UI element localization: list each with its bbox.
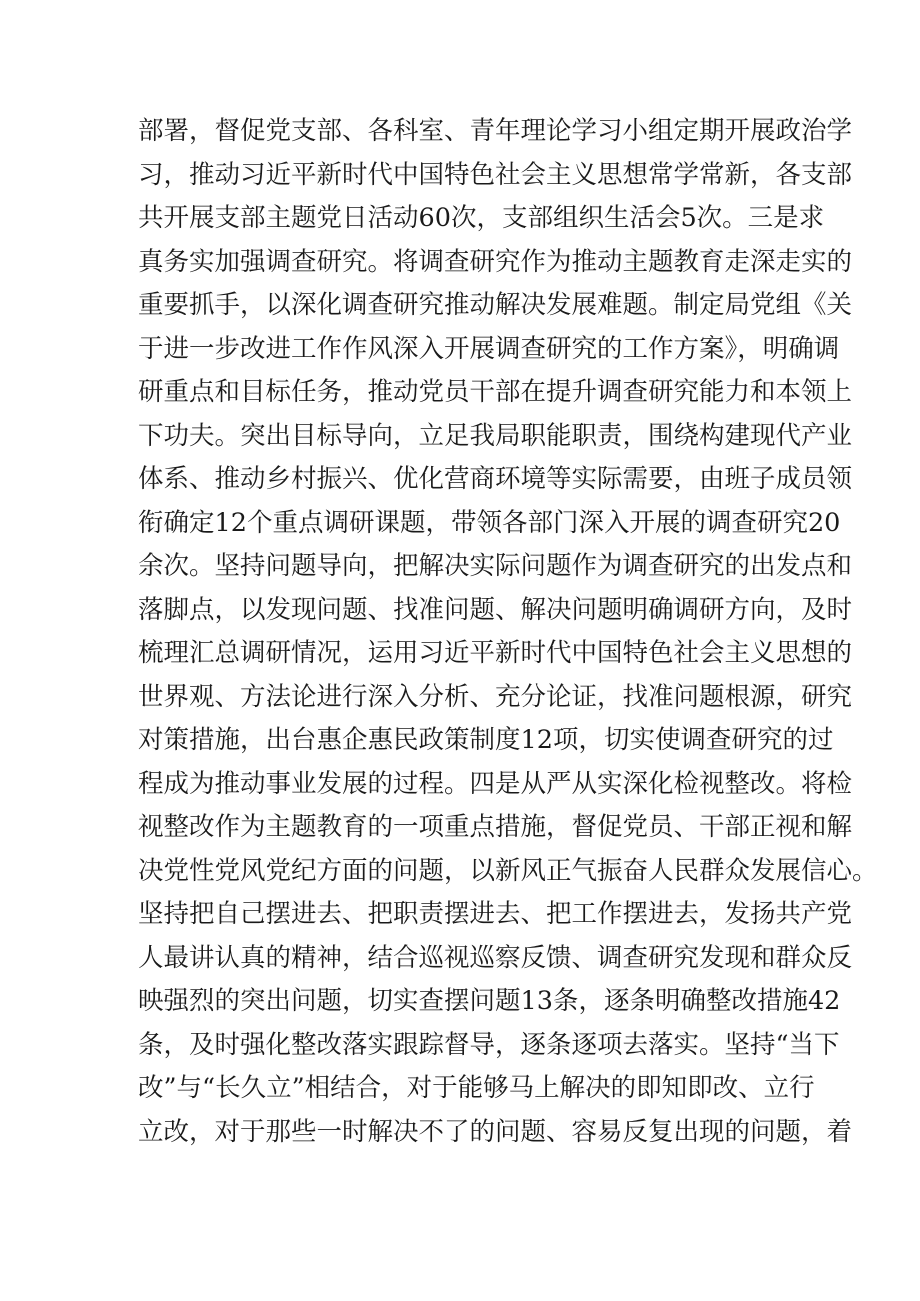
text-line: 梳理汇总调研情况，运用习近平新时代中国特色社会主义思想的 — [138, 638, 853, 668]
text-line: 视整改作为主题教育的一项重点措施，督促党员、干部正视和解 — [138, 812, 853, 842]
text-line: 衔确定12个重点调研课题，带领各部门深入开展的调查研究20 — [138, 507, 841, 538]
text-line: 映强烈的突出问题，切实查摆问题13条，逐条明确整改措施42 — [138, 986, 841, 1016]
text-line: 体系、推动乡村振兴、优化营商环境等实际需要，由班子成员领 — [138, 464, 853, 494]
text-line: 于进一步改进工作作风深入开展调查研究的工作方案》，明确调 — [138, 333, 840, 364]
text-line: 余次。坚持问题导向，把解决实际问题作为调查研究的出发点和 — [138, 551, 853, 581]
text-line: 改”与“长久立”相结合，对于能够马上解决的即知即改、立行 — [138, 1073, 815, 1103]
text-line: 重要抓手，以深化调查研究推动解决发展难题。制定局党组《关 — [138, 290, 853, 320]
text-line: 坚持把自己摆进去、把职责摆进去、把工作摆进去，发扬共产党 — [138, 899, 853, 929]
text-line: 程成为推动事业发展的过程。四是从严从实深化检视整改。将检 — [138, 768, 853, 799]
text-line: 落脚点，以发现问题、找准问题、解决问题明确调研方向，及时 — [138, 594, 853, 625]
text-line: 部署，督促党支部、各科室、青年理论学习小组定期开展政治学 — [138, 116, 853, 146]
text-line: 习，推动习近平新时代中国特色社会主义思想常学常新，各支部 — [138, 159, 853, 190]
text-line: 对策措施，出台惠企惠民政策制度12项，切实使调查研究的过 — [138, 725, 834, 755]
text-line: 研重点和目标任务，推动党员干部在提升调查研究能力和本领上 — [138, 377, 853, 407]
text-line: 人最讲认真的精神，结合巡视巡察反馈、调查研究发现和群众反 — [138, 942, 853, 973]
body-paragraph — [138, 110, 878, 1154]
text-line: 决党性党风党纪方面的问题，以新风正气振奋人民群众发展信心。 — [138, 855, 878, 886]
text-line: 下功夫。突出目标导向，立足我局职能职责，围绕构建现代产业 — [138, 420, 853, 451]
text-line: 共开展支部主题党日活动60次，支部组织生活会5次。三是求 — [138, 203, 825, 233]
text-line: 立改，对于那些一时解决不了的问题、容易反复出现的问题，着 — [138, 1116, 853, 1147]
text-line: 真务实加强调查研究。将调查研究作为推动主题教育走深走实的 — [138, 246, 853, 277]
text-line: 条，及时强化整改落实跟踪督导，逐条逐项去落实。坚持“当下 — [138, 1029, 840, 1060]
text-line: 世界观、方法论进行深入分析、充分论证，找准问题根源，研究 — [138, 681, 853, 712]
